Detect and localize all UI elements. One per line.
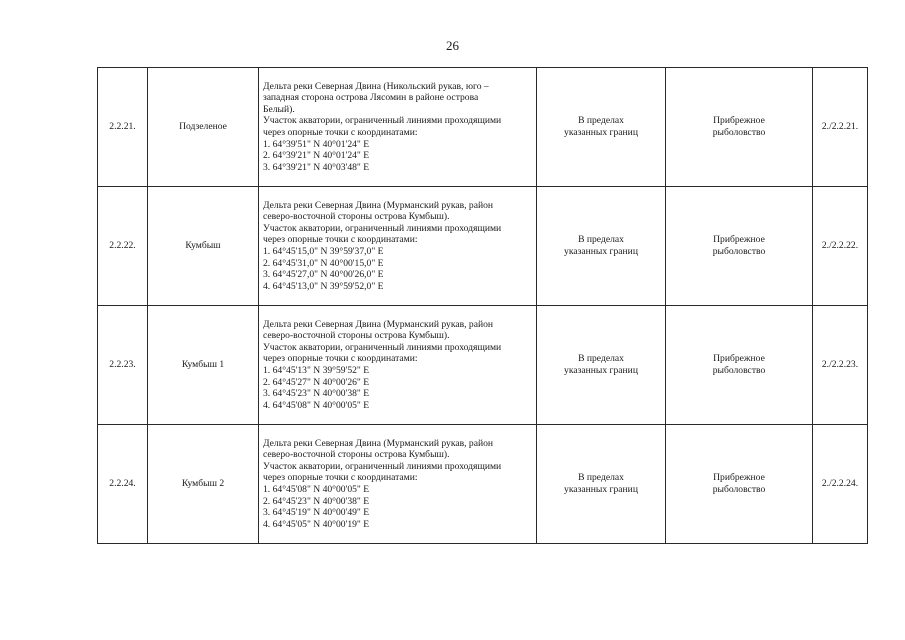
site-code: 2./2.2.22. (813, 187, 868, 306)
coordinate-line: 2. 64°45'27" N 40°00'26" E (263, 376, 370, 388)
site-code: 2./2.2.24. (813, 425, 868, 544)
coordinate-line: 1. 64°45'08" N 40°00'05" E (263, 484, 370, 495)
coordinate-line: 3. 64°39'21" N 40°03'48" E (263, 161, 370, 173)
site-description (259, 68, 537, 187)
description-line: северо-восточной стороны острова Кумбыш). (263, 449, 450, 461)
bounds-line: В пределах (578, 115, 624, 127)
site-name: Кумбыш 1 (148, 306, 259, 425)
site-bounds (537, 306, 666, 425)
bounds-line: В пределах (578, 353, 624, 365)
description-line: Дельта реки Северная Двина (Мурманский рукав, район (263, 318, 494, 330)
site-description (259, 425, 537, 544)
site-bounds (537, 187, 666, 306)
description-line: Участок акватории, ограниченный линиями проходящими (263, 460, 502, 472)
description-line: через опорные точки с координатами: (263, 234, 418, 246)
row-number: 2.2.22. (98, 187, 148, 306)
coordinate-line: 1. 64°45'13" N 39°59'52" E (263, 365, 370, 376)
fishing-type (666, 68, 813, 187)
coordinate-line: 1. 64°39'51" N 40°01'24" E (263, 138, 370, 150)
coordinate-line: 3. 64°45'27,0" N 40°00'26,0" E (263, 269, 384, 281)
site-name: Кумбыш (148, 187, 259, 306)
description-line: Участок акватории, ограниченный линиями проходящими (263, 341, 502, 353)
fishing-type-line: Прибрежное (713, 472, 765, 484)
fishing-type-line: Прибрежное (713, 115, 765, 127)
site-description (259, 187, 537, 306)
description-line: через опорные точки с координатами: (263, 127, 418, 138)
row-number: 2.2.23. (98, 306, 148, 425)
site-bounds (537, 425, 666, 544)
coordinate-line: 4. 64°45'08" N 40°00'05" E (263, 399, 370, 411)
fishing-type-line: рыболовство (712, 127, 766, 138)
table-row (98, 68, 868, 187)
bounds-line: указанных границ (564, 246, 638, 257)
description-line: западная сторона острова Лясомин в районе острова (263, 92, 479, 104)
fishing-type-line: рыболовство (712, 484, 766, 495)
fishing-type (666, 425, 813, 544)
fishing-type-line: рыболовство (712, 246, 766, 257)
table-row (98, 187, 868, 306)
fishing-type-line: Прибрежное (713, 234, 765, 246)
description-line: северо-восточной стороны острова Кумбыш). (263, 211, 450, 223)
site-description (259, 306, 537, 425)
fishing-type (666, 187, 813, 306)
coordinate-line: 3. 64°45'19" N 40°00'49" E (263, 507, 370, 519)
coordinate-line: 4. 64°45'13,0" N 39°59'52,0" E (263, 280, 384, 292)
description-line: через опорные точки с координатами: (263, 472, 418, 484)
coordinate-line: 3. 64°45'23" N 40°00'38" E (263, 388, 370, 400)
coordinate-line: 2. 64°39'21" N 40°01'24" E (263, 150, 370, 162)
description-line: Участок акватории, ограниченный линиями проходящими (263, 222, 502, 234)
coordinate-line: 1. 64°45'15,0" N 39°59'37,0" E (263, 246, 384, 257)
description-line: Дельта реки Северная Двина (Мурманский рукав, район (263, 199, 494, 211)
bounds-line: указанных границ (564, 127, 638, 138)
table-row (98, 306, 868, 425)
coordinate-line: 2. 64°45'23" N 40°00'38" E (263, 495, 370, 507)
description-line: северо-восточной стороны острова Кумбыш). (263, 330, 450, 342)
description-line: через опорные точки с координатами: (263, 353, 418, 365)
fishing-type-line: Прибрежное (713, 353, 765, 365)
table-row (98, 425, 868, 544)
description-line: Белый). (263, 103, 295, 115)
description-line: Дельта реки Северная Двина (Никольский рукав, юго – (263, 80, 489, 92)
page-number: 26 (446, 38, 459, 53)
description-line: Дельта реки Северная Двина (Мурманский рукав, район (263, 437, 494, 449)
site-code: 2./2.2.21. (813, 68, 868, 187)
site-bounds (537, 68, 666, 187)
description-line: Участок акватории, ограниченный линиями проходящими (263, 115, 502, 127)
bounds-line: указанных границ (564, 365, 638, 376)
table-body (98, 68, 868, 544)
row-number: 2.2.24. (98, 425, 148, 544)
fishing-type-line: рыболовство (712, 365, 766, 376)
site-code: 2./2.2.23. (813, 306, 868, 425)
site-name: Кумбыш 2 (148, 425, 259, 544)
fishing-type (666, 306, 813, 425)
fishing-sites-table (97, 67, 868, 544)
bounds-line: В пределах (578, 234, 624, 246)
site-name: Подзеленое (148, 68, 259, 187)
bounds-line: указанных границ (564, 484, 638, 495)
bounds-line: В пределах (578, 472, 624, 484)
coordinate-line: 4. 64°45'05" N 40°00'19" E (263, 518, 370, 530)
row-number: 2.2.21. (98, 68, 148, 187)
coordinate-line: 2. 64°45'31,0" N 40°00'15,0" E (263, 257, 384, 269)
